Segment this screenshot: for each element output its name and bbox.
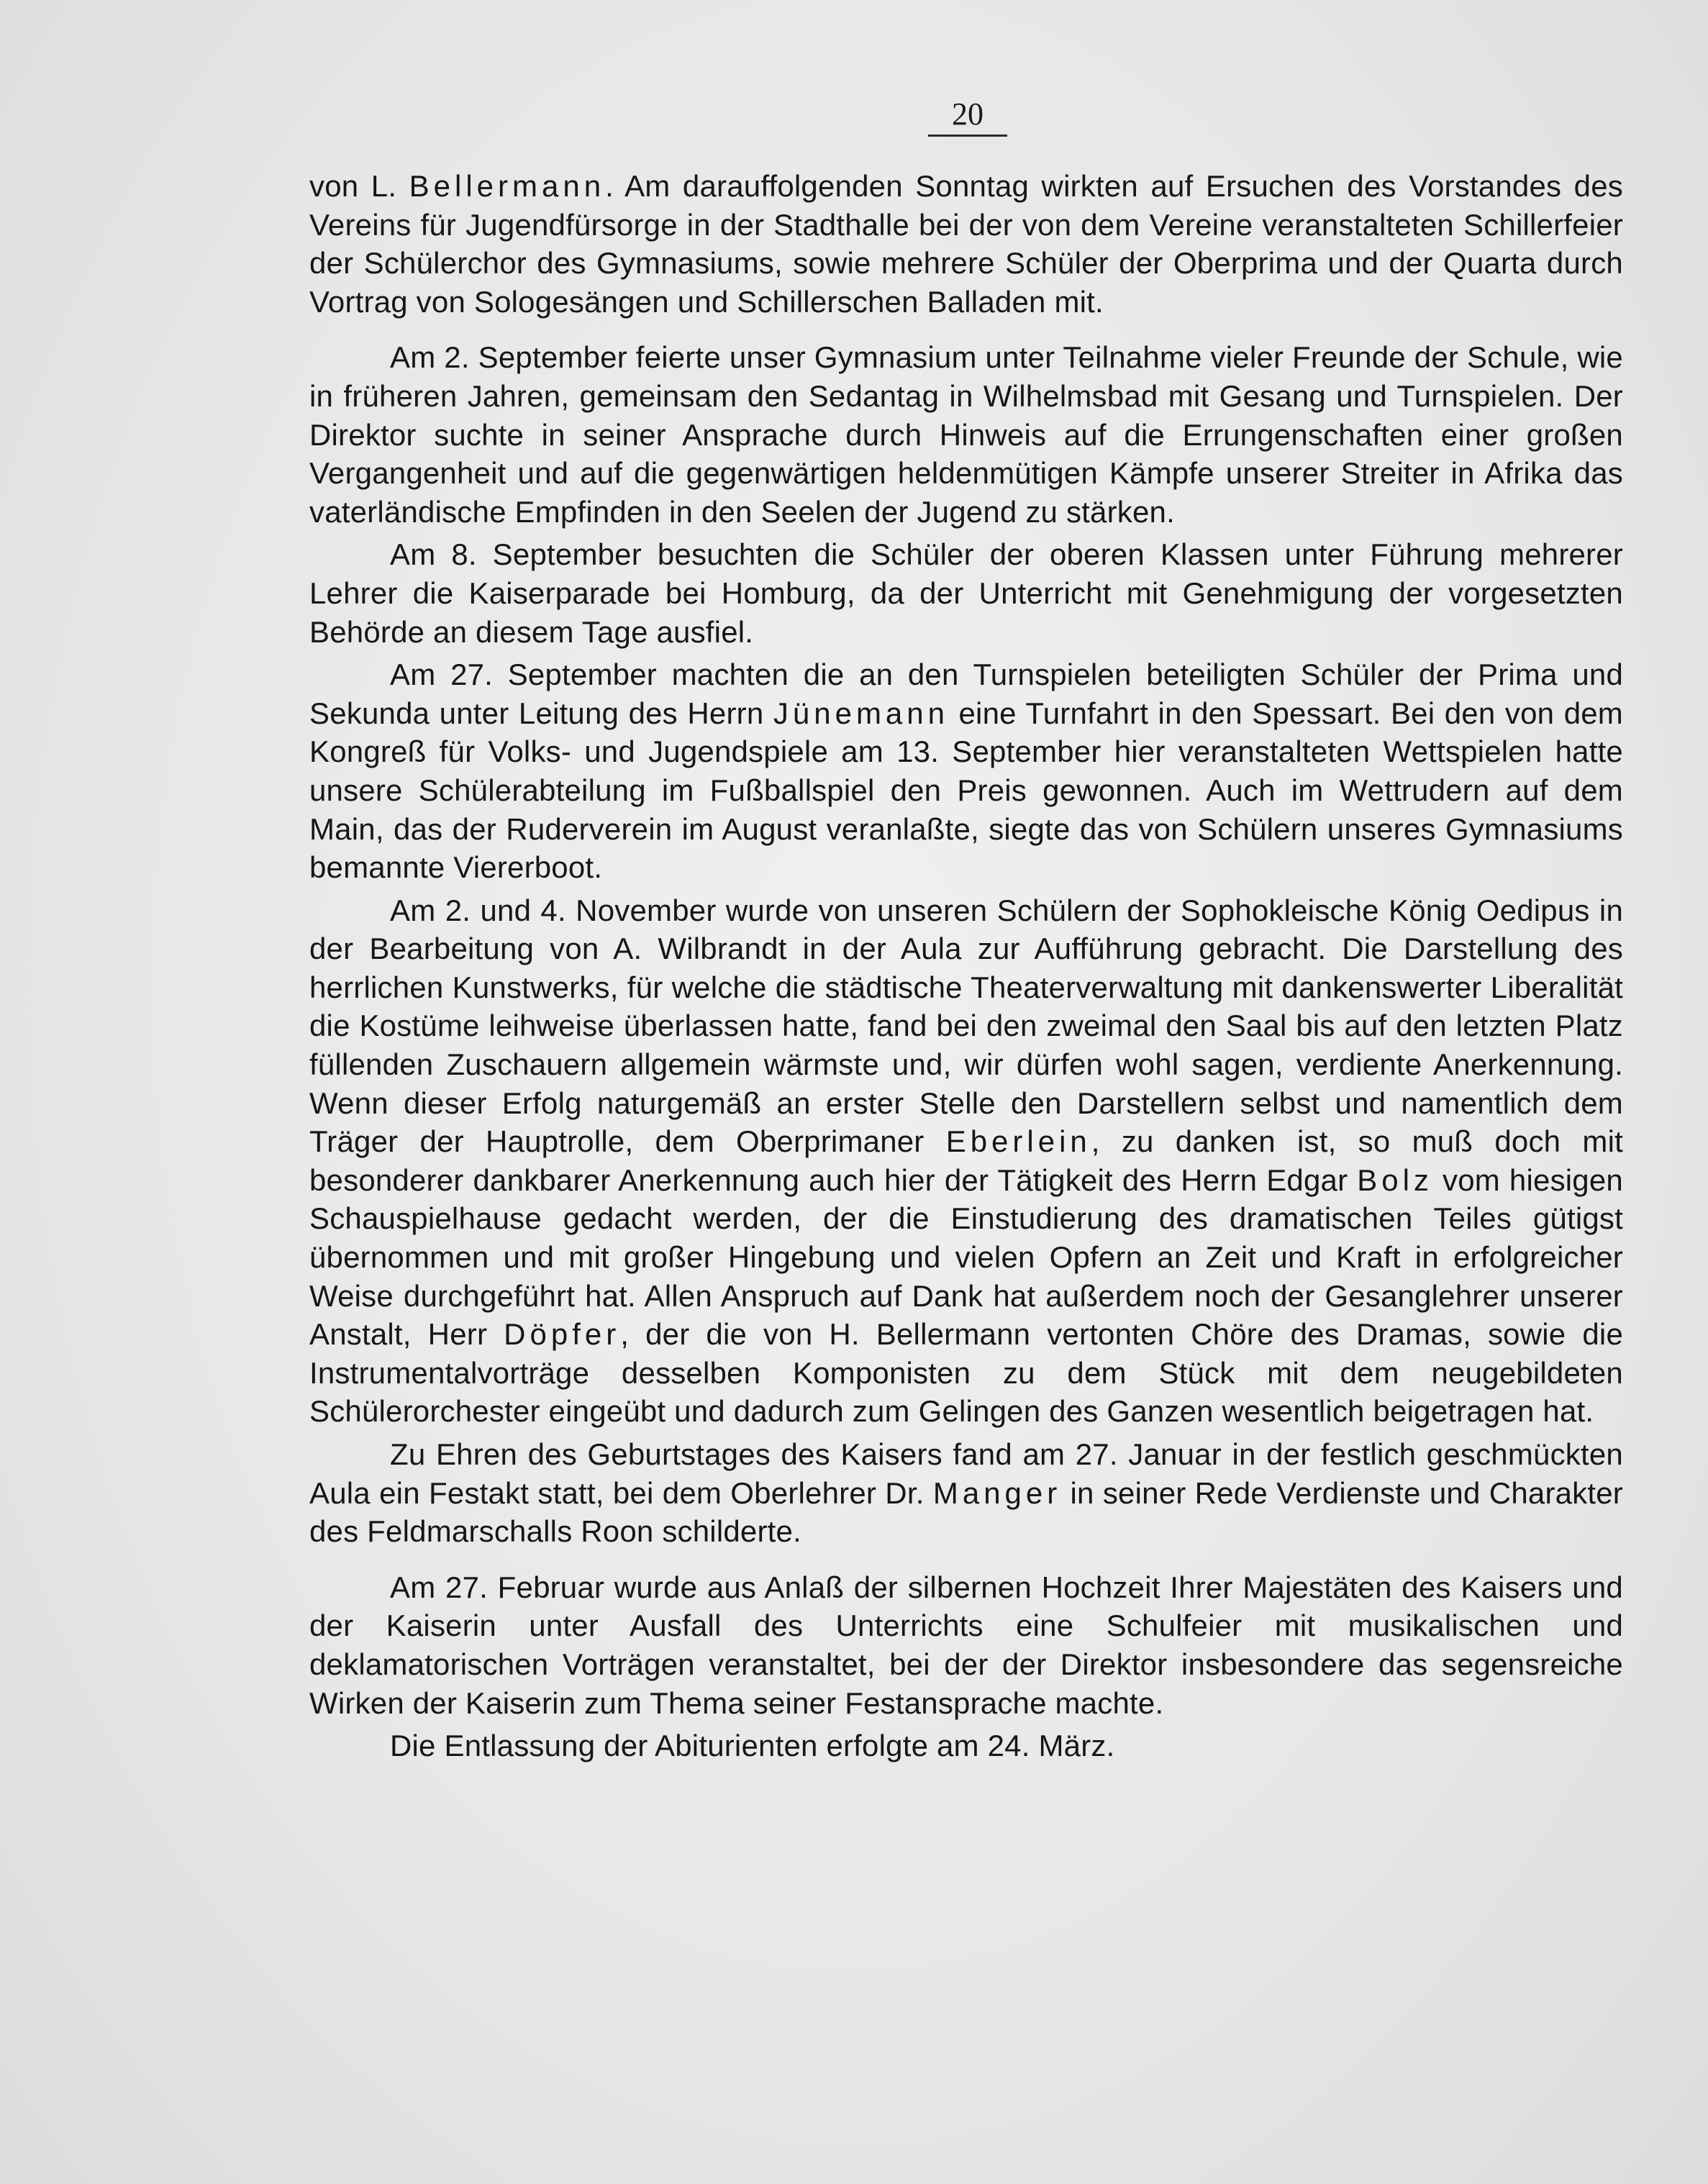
text-segment: Am 27. Februar wurde aus Anlaß der silbernen Hochzeit Ihrer Majestäten des Kaisers und der Kaiserin unter Ausfall des Unterrichts eine Schulfeier mit musikalischen und deklamatorischen Vorträgen veranstaltet, bei der der Direktor insbesondere das segensreiche Wirken der Kaiserin zum Thema seiner Festansprache machte.: [309, 1570, 1623, 1720]
paragraph-kaiserparade: [309, 535, 1623, 651]
name-bellermann: Bellermann: [409, 169, 606, 203]
text-segment: eine Turnfahrt in den Spessart. Bei den von dem Kongreß für Volks- und Jugendspiele am 13. September hier veranstalteten Wettspielen hatte unsere Schülerabteilung im Fußballspiel den Preis gewonnen. Auch im Wettrudern auf dem Main, das der Ruderverein im August veranlaßte, siegte das von Schülern unseres Gymnasiums bemannte Viererboot.: [309, 696, 1623, 885]
paragraph-abiturienten: [309, 1726, 1623, 1765]
paragraph-schillerfeier: [309, 167, 1623, 321]
page-number: 20: [928, 96, 1007, 137]
name-doepfer: Döpfer: [504, 1317, 621, 1352]
text-segment: Am 2. und 4. November wurde von unseren Schülern der Sophokleische König Oedipus in der Bearbeitung von A. Wilbrandt in der Aula zur Aufführung gebracht. Die Darstellung des herrlichen Kunstwerks, für welche die städtische Theaterverwaltung mit dankenswerter Liberalität die Kostüme leihweise überlassen hatte, fand bei den zweimal den Saal bis auf den letzten Platz füllenden Zuschauern allgemein wärmste und, wir dürfen wohl sagen, verdiente Anerkennung. Wenn dieser Erfolg naturgemäß an erster Stelle den Darstellern selbst und namentlich dem Träger der Hauptrolle, dem Oberprimaner: [309, 893, 1623, 1159]
body-text: [309, 167, 1623, 1765]
text-segment: Am 8. September besuchten die Schüler der oberen Klassen unter Führung mehrerer Lehrer die Kaiserparade bei Homburg, da der Unterricht mit Genehmigung der vorgesetzten Behörde an diesem Tage ausfiel.: [309, 537, 1623, 649]
paragraph-sedantag: [309, 338, 1623, 531]
text-segment: . Am darauffolgenden Sonntag wirkten auf Ersuchen des Vorstandes des Vereins für Jugendfürsorge in der Stadthalle bei der von dem Vereine veranstalteten Schillerfeier der Schülerchor des Gymnasiums, sowie mehrere Schüler der Oberprima und der Quarta durch Vortrag von Sologesängen und Schillerschen Balladen mit.: [309, 169, 1624, 319]
paragraph-kaisergeburtstag: [309, 1435, 1623, 1551]
name-manger: Manger: [932, 1475, 1062, 1510]
text-segment: vom hiesigen Schauspielhause gedacht werden, der die Einstudierung des dramatischen Teiles gütigst übernommen und mit großer Hingebung und vielen Opfern an Zeit und Kraft in erfolgreicher Weise durchgeführt hat. Allen Anspruch auf Dank hat außerdem noch der Gesanglehrer unserer Anstalt, Herr: [309, 1162, 1623, 1352]
text-segment: Am 2. September feierte unser Gymnasium unter Teilnahme vieler Freunde der Schule, wie in früheren Jahren, gemeinsam den Sedantag in Wilhelmsbad mit Gesang und Turnspielen. Der Direktor suchte in seiner Ansprache durch Hinweis auf die Errungenschaften einer großen Vergangenheit und auf die gegenwärtigen heldenmütigen Kämpfe unserer Streiter in Afrika das vaterländische Empfinden in den Seelen der Jugend zu stärken.: [309, 340, 1623, 529]
text-segment: Zu Ehren des Geburtstages des Kaisers fand am 27. Januar in der festlich geschmückten Aula ein Festakt statt, bei dem Oberlehrer Dr.: [309, 1437, 1623, 1510]
name-eberlein: Eberlein: [945, 1124, 1091, 1159]
text-segment: , zu danken ist, so muß doch mit besonderer dankbarer Anerkennung auch hier der Tätigkeit des Herrn Edgar: [309, 1124, 1623, 1197]
text-segment: in seiner Rede Verdienste und Charakter des Feldmarschalls Roon schilderte.: [309, 1475, 1623, 1549]
paragraph-oedipus: [309, 891, 1623, 1431]
text-segment: Am 27. September machten die an den Turnspielen beteiligten Schüler der Prima und Sekunda unter Leitung des Herrn: [309, 658, 1623, 730]
name-bolz: Bolz: [1357, 1162, 1433, 1197]
text-segment: , der die von H. Bellermann vertonten Chöre des Dramas, sowie die Instrumentalvorträge desselben Komponisten zu dem Stück mit dem neugebildeten Schülerorchester eingeübt und dadurch zum Gelingen des Ganzen wesentlich beigetragen hat.: [309, 1317, 1624, 1429]
paragraph-silberhochzeit: [309, 1568, 1623, 1722]
name-juenemann: Jünemann: [773, 696, 950, 730]
paragraph-turnfahrt: [309, 655, 1623, 887]
text-segment: von L.: [309, 169, 409, 203]
text-segment: Die Entlassung der Abiturienten erfolgte am 24. März.: [390, 1729, 1115, 1763]
